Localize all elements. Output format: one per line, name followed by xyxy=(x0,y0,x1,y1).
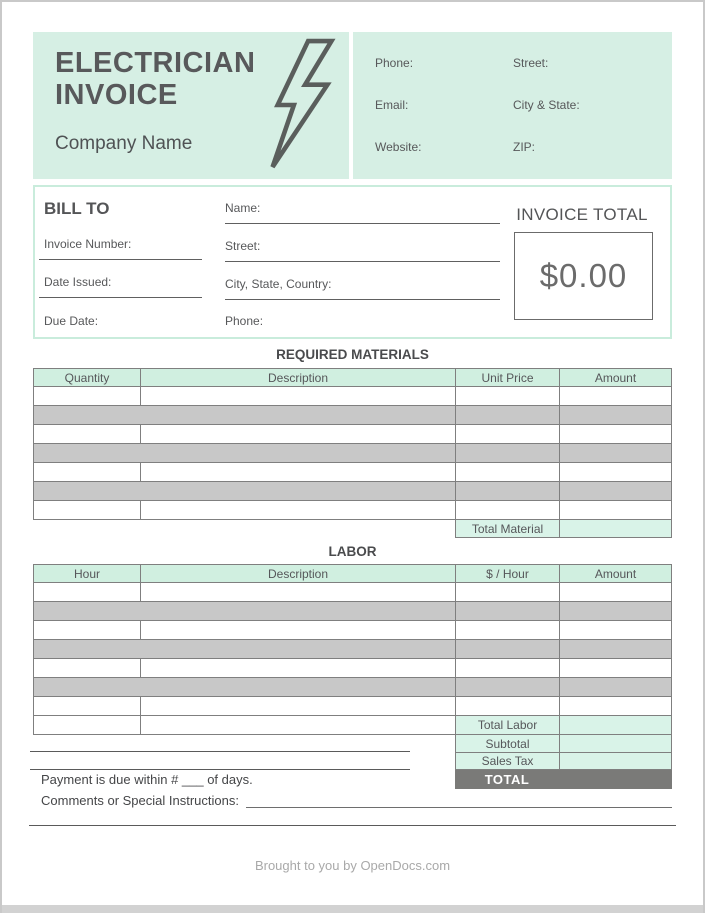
grand-total-label: TOTAL xyxy=(484,771,530,787)
grand-total-bar xyxy=(455,769,672,789)
table-empty-row[interactable] xyxy=(34,678,671,697)
empty-cell[interactable] xyxy=(34,621,141,639)
invoice-total-label: INVOICE TOTAL xyxy=(516,205,648,224)
street-label: Street: xyxy=(513,56,549,70)
empty-cell[interactable] xyxy=(560,678,671,696)
empty-cell[interactable] xyxy=(560,444,671,462)
empty-cell[interactable] xyxy=(560,697,671,715)
labor-table-body xyxy=(34,583,671,716)
empty-cell[interactable] xyxy=(34,697,141,715)
comments-label: Comments or Special Instructions: xyxy=(41,793,239,808)
empty-cell[interactable] xyxy=(34,501,141,519)
name-label: Name: xyxy=(225,201,261,215)
comments-row xyxy=(33,793,672,808)
labor-description-column-header: Description xyxy=(141,565,456,582)
empty-cell[interactable] xyxy=(141,387,456,405)
empty-cell[interactable] xyxy=(456,425,560,443)
sales-tax-value[interactable] xyxy=(560,753,671,769)
amount-column-header: Amount xyxy=(594,370,637,385)
city-state-label: City & State: xyxy=(513,98,580,112)
empty-cell[interactable] xyxy=(456,482,560,500)
invoice-header xyxy=(33,32,672,179)
summary-section xyxy=(33,734,672,770)
date-issued-label: Date Issued: xyxy=(44,275,112,289)
empty-cell[interactable] xyxy=(141,621,456,639)
empty-cell[interactable] xyxy=(141,659,456,677)
labor-header-row xyxy=(34,565,671,583)
empty-cell[interactable] xyxy=(456,640,560,658)
hour-column-header: Hour xyxy=(34,565,141,582)
invoice-number-field[interactable] xyxy=(39,259,202,260)
empty-cell[interactable] xyxy=(141,678,456,696)
email-label: Email: xyxy=(375,98,409,112)
empty-cell[interactable] xyxy=(560,387,671,405)
phone-label: Phone: xyxy=(375,56,414,70)
subtotal-label: Subtotal xyxy=(456,735,560,752)
total-labor-row xyxy=(34,716,671,735)
empty-cell[interactable] xyxy=(456,387,560,405)
phone-field-label: Phone: xyxy=(225,314,264,328)
quantity-column-header: Quantity xyxy=(34,369,141,386)
empty-cell[interactable] xyxy=(456,697,560,715)
contact-column-left xyxy=(375,56,513,179)
name-field[interactable] xyxy=(225,223,500,224)
empty-cell[interactable] xyxy=(34,716,141,734)
sales-tax-rule xyxy=(30,769,410,770)
subtotal-row xyxy=(455,734,672,753)
empty-cell[interactable] xyxy=(456,444,560,462)
empty-cell[interactable] xyxy=(141,482,456,500)
table-empty-row[interactable] xyxy=(34,621,671,640)
materials-section-title: REQUIRED MATERIALS xyxy=(276,347,429,362)
zip-label: ZIP: xyxy=(513,140,536,154)
subtotal-rule xyxy=(30,751,410,752)
empty-cell[interactable] xyxy=(456,602,560,620)
table-empty-row[interactable] xyxy=(34,583,671,602)
payment-terms-text: Payment is due within # ___ of days. xyxy=(41,771,253,787)
empty-cell[interactable] xyxy=(456,659,560,677)
empty-cell[interactable] xyxy=(560,640,671,658)
page-bottom-edge xyxy=(2,905,703,913)
invoice-total-value: $0.00 xyxy=(539,257,628,294)
grand-total-value[interactable] xyxy=(559,769,672,789)
empty-cell[interactable] xyxy=(34,444,141,462)
comments-field[interactable] xyxy=(246,793,672,808)
table-empty-row[interactable] xyxy=(34,501,671,520)
empty-cell[interactable] xyxy=(34,387,141,405)
empty-cell[interactable] xyxy=(560,659,671,677)
empty-cell[interactable] xyxy=(34,425,141,443)
empty-cell[interactable] xyxy=(34,463,141,481)
sales-tax-row xyxy=(455,752,672,770)
empty-cell[interactable] xyxy=(560,406,671,424)
total-row xyxy=(33,769,672,789)
invoice-title-line1: ELECTRICIAN xyxy=(55,47,256,79)
street-field-label: Street: xyxy=(225,239,261,253)
invoice-content xyxy=(33,32,672,873)
total-material-label: Total Material xyxy=(456,520,560,537)
date-issued-field[interactable] xyxy=(39,297,202,298)
empty-cell[interactable] xyxy=(141,444,456,462)
subtotal-value[interactable] xyxy=(560,735,671,752)
company-name: Company Name xyxy=(55,132,193,154)
rate-column-header: $ / Hour xyxy=(456,565,560,582)
materials-table xyxy=(33,368,672,520)
table-empty-row[interactable] xyxy=(34,602,671,621)
footer-credit: Brought to you by OpenDocs.com xyxy=(254,858,451,873)
contact-column-right xyxy=(513,56,651,179)
empty-cell[interactable] xyxy=(456,583,560,601)
bottom-divider xyxy=(29,825,676,826)
table-empty-row[interactable] xyxy=(34,640,671,659)
empty-cell[interactable] xyxy=(141,697,456,715)
empty-cell[interactable] xyxy=(456,621,560,639)
total-labor-value[interactable] xyxy=(560,716,671,734)
table-empty-row[interactable] xyxy=(34,387,671,406)
labor-section-title: LABOR xyxy=(328,544,377,559)
city-state-country-label: City, State, Country: xyxy=(225,277,332,291)
empty-cell[interactable] xyxy=(34,602,141,620)
empty-cell[interactable] xyxy=(34,406,141,424)
total-material-value[interactable] xyxy=(560,520,671,537)
total-material-row xyxy=(455,519,672,538)
empty-cell[interactable] xyxy=(141,583,456,601)
total-labor-label: Total Labor xyxy=(456,716,560,734)
invoice-title-line2: INVOICE xyxy=(55,79,178,112)
city-state-country-field[interactable] xyxy=(225,299,500,300)
due-date-label: Due Date: xyxy=(44,314,99,328)
table-empty-row[interactable] xyxy=(34,406,671,425)
empty-cell[interactable] xyxy=(34,678,141,696)
empty-cell[interactable] xyxy=(560,621,671,639)
website-label: Website: xyxy=(375,140,422,154)
labor-table xyxy=(33,564,672,735)
table-empty-row[interactable] xyxy=(34,482,671,501)
empty-cell[interactable] xyxy=(34,659,141,677)
empty-cell[interactable] xyxy=(560,583,671,601)
empty-cell[interactable] xyxy=(34,640,141,658)
materials-header-row xyxy=(34,369,671,387)
empty-cell[interactable] xyxy=(560,482,671,500)
table-empty-row[interactable] xyxy=(34,463,671,482)
empty-cell[interactable] xyxy=(34,482,141,500)
materials-table-body xyxy=(34,387,671,520)
empty-cell[interactable] xyxy=(141,501,456,519)
table-empty-row[interactable] xyxy=(34,444,671,463)
empty-cell[interactable] xyxy=(141,716,456,734)
empty-cell[interactable] xyxy=(456,463,560,481)
empty-cell[interactable] xyxy=(141,425,456,443)
empty-cell[interactable] xyxy=(456,678,560,696)
empty-cell[interactable] xyxy=(560,501,671,519)
street-field[interactable] xyxy=(225,261,500,262)
table-empty-row[interactable] xyxy=(34,697,671,716)
company-contact-block xyxy=(353,32,672,179)
description-column-header: Description xyxy=(141,369,456,386)
empty-cell[interactable] xyxy=(34,583,141,601)
brand-block xyxy=(33,32,349,179)
empty-cell[interactable] xyxy=(560,602,671,620)
empty-cell[interactable] xyxy=(456,406,560,424)
labor-amount-column-header: Amount xyxy=(594,566,637,581)
empty-cell[interactable] xyxy=(456,501,560,519)
invoice-total-box xyxy=(514,232,653,320)
table-empty-row[interactable] xyxy=(34,425,671,444)
empty-cell[interactable] xyxy=(141,406,456,424)
empty-cell[interactable] xyxy=(560,463,671,481)
bill-to-heading: BILL TO xyxy=(44,199,110,218)
empty-cell[interactable] xyxy=(141,602,456,620)
empty-cell[interactable] xyxy=(141,463,456,481)
empty-cell[interactable] xyxy=(141,640,456,658)
table-empty-row[interactable] xyxy=(34,659,671,678)
empty-cell[interactable] xyxy=(560,425,671,443)
lightning-bolt-icon xyxy=(265,38,337,170)
bill-to-section xyxy=(33,185,672,339)
sales-tax-label: Sales Tax xyxy=(456,753,560,769)
invoice-number-label: Invoice Number: xyxy=(44,237,132,251)
unit-price-column-header: Unit Price xyxy=(456,369,560,386)
